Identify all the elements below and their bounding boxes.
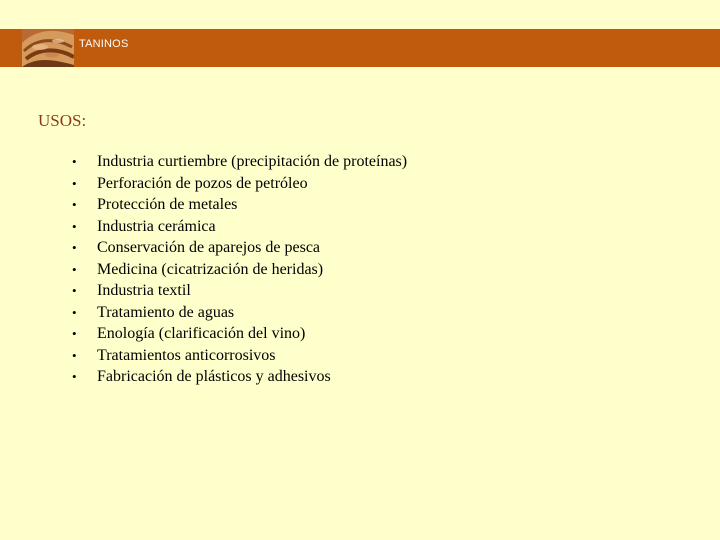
uses-list <box>72 153 407 390</box>
bullet: • <box>72 175 77 191</box>
list-item-text: Industria cerámica <box>97 217 216 235</box>
bullet: • <box>72 304 77 320</box>
bullet: • <box>72 369 77 384</box>
list-item <box>72 347 407 369</box>
bullet: • <box>72 347 77 363</box>
list-item-text: Conservación de aparejos de pesca <box>97 239 321 256</box>
list-item-text: Tratamientos anticorrosivos <box>97 346 276 364</box>
bullet: • <box>72 218 77 234</box>
bullet: • <box>72 326 77 341</box>
list-item <box>72 325 407 347</box>
bullet: • <box>72 154 77 169</box>
list-item <box>72 282 407 304</box>
section-heading: USOS: <box>38 111 87 130</box>
list-item <box>72 239 407 261</box>
list-item <box>72 218 407 240</box>
list-item <box>72 261 407 283</box>
list-item <box>72 368 407 390</box>
page-title: TANINOS <box>79 38 129 50</box>
bullet: • <box>72 197 77 212</box>
bark-texture-icon <box>22 29 74 67</box>
list-item <box>72 304 407 326</box>
list-item <box>72 196 407 218</box>
list-item-text: Perforación de pozos de petróleo <box>97 174 308 192</box>
bullet: • <box>72 261 77 277</box>
list-item-text: Industria curtiembre (precipitación de proteínas) <box>97 153 408 170</box>
list-item-text: Tratamiento de aguas <box>97 303 235 321</box>
bullet: • <box>72 240 77 255</box>
list-item-text: Industria textil <box>97 282 191 299</box>
list-item-text: Enología (clarificación del vino) <box>97 325 306 342</box>
list-item-text: Medicina (cicatrización de heridas) <box>97 260 324 278</box>
list-item <box>72 153 407 175</box>
bullet: • <box>72 283 77 298</box>
list-item-text: Protección de metales <box>97 196 238 213</box>
list-item-text: Fabricación de plásticos y adhesivos <box>97 368 331 385</box>
list-item <box>72 175 407 197</box>
